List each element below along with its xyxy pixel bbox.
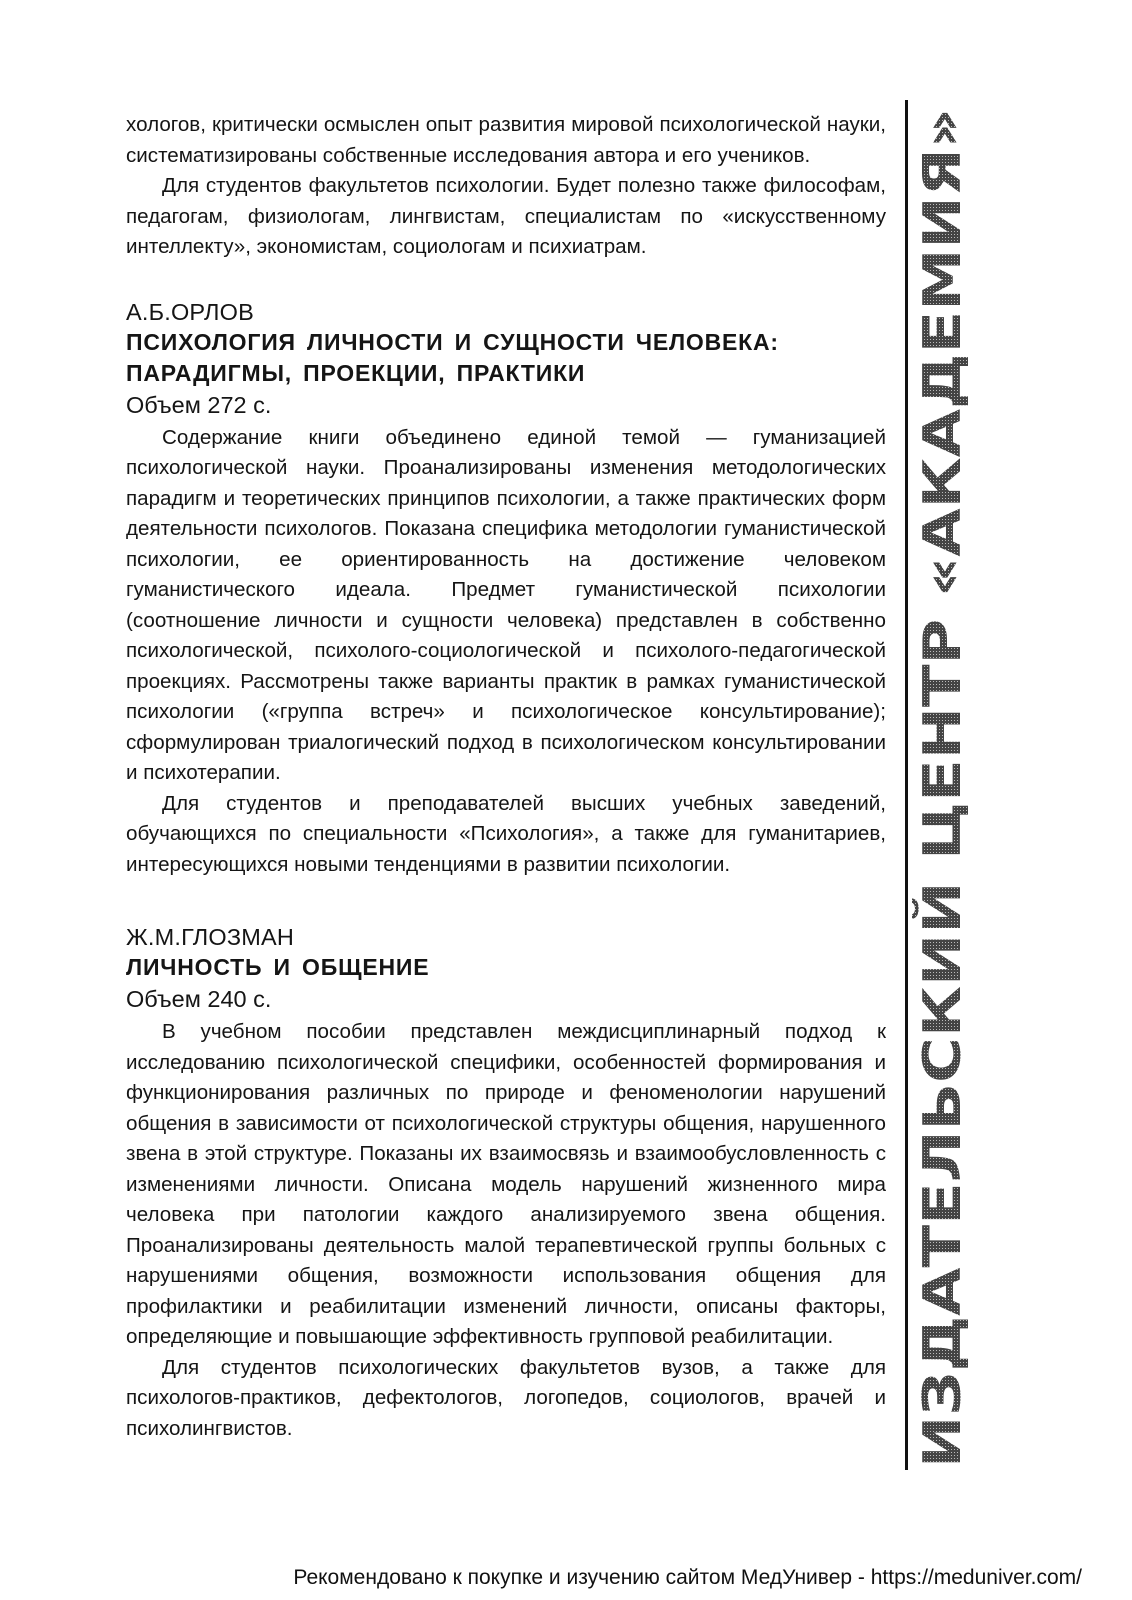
book-author: Ж.М.ГЛОЗМАН: [126, 924, 295, 950]
intro-paragraph-continuation: хологов, критически осмыслен опыт развития мировой психологической науки, систематизированы собственные исследования автора и его учеников.: [126, 113, 886, 167]
book-description: Содержание книги объединено единой темой — гуманизацией психологической науки. Проанализированы изменения методологических парадигм и теоретических принципов психологии, а также практических форм деятельности психологов. Показана специфика методологии гуманистической психологии, ее ориентированность на достижение человеком гуманистического идеала. Предмет гуманистической психологии (соотношение личности и сущности человека) представлен в собственно психологической, психолого-социологической и психолого-педагогической проекциях. Рассмотрены также варианты практик в рамках гуманистической психологии («группа встреч» и психологическое консультирование); сформулирован триалогический подход в психологическом консультировании и психотерапии.: [126, 425, 886, 784]
book-title-line-1: ПСИХОЛОГИЯ ЛИЧНОСТИ И СУЩНОСТИ ЧЕЛОВЕКА:: [126, 328, 779, 355]
book-author: А.Б.ОРЛОВ: [126, 298, 254, 325]
book-volume: Объем 272 с.: [126, 391, 272, 418]
book-audience: Для студентов и преподавателей высших учебных заведений, обучающихся по специальности «Психология», а также для гуманитариев, интересующихся новыми тенденциями в развитии психологии.: [126, 791, 886, 876]
page-content: [126, 110, 886, 1444]
book-entry-glozman: [126, 922, 886, 1444]
book-title-line-2: ПАРАДИГМЫ, ПРОЕКЦИИ, ПРАКТИКИ: [126, 359, 586, 386]
publisher-side-banner: [913, 100, 973, 1470]
book-volume: Объем 240 с.: [126, 986, 272, 1012]
publisher-banner-text: ИЗДАТЕЛЬСКИЙ ЦЕНТР «АКАДЕМИЯ»: [913, 335, 973, 1468]
book-description: В учебном пособии представлен междисциплинарный подход к исследованию психологической специфики, особенностей формирования и функционирования различных по природе и феноменологии нарушений общения в зависимости от психологической структуры общения, нарушенного звена в этой структуре. Показаны их взаимосвязь и взаимообусловленность с изменениями личности. Описана модель нарушений жизненного мира человека при патологии каждого анализируемого звена общения. Проанализированы деятельность малой терапевтической группы больных с нарушениями общения, возможности использования общения для профилактики и реабилитации изменений личности, описаны факторы, определяющие и повышающие эффективность групповой реабилитации.: [126, 1020, 886, 1348]
book-entry-orlov: [126, 297, 886, 881]
footer-recommendation: Рекомендовано к покупке и изучению сайтом МедУнивер - https://meduniver.com/: [293, 1566, 1082, 1589]
intro-audience-paragraph: Для студентов факультетов психологии. Будет полезно также философам, педагогам, физиологам, лингвистам, специалистам по «искусственному интеллекту», экономистам, социологам и психиатрам.: [126, 174, 886, 258]
book-audience: Для студентов психологических факультетов вузов, а также для психологов-практиков, дефектологов, логопедов, социологов, врачей и психолингвистов.: [126, 1355, 886, 1440]
side-divider-rule: [905, 100, 908, 1470]
book-title-line-1: ЛИЧНОСТЬ И ОБЩЕНИЕ: [126, 954, 430, 980]
